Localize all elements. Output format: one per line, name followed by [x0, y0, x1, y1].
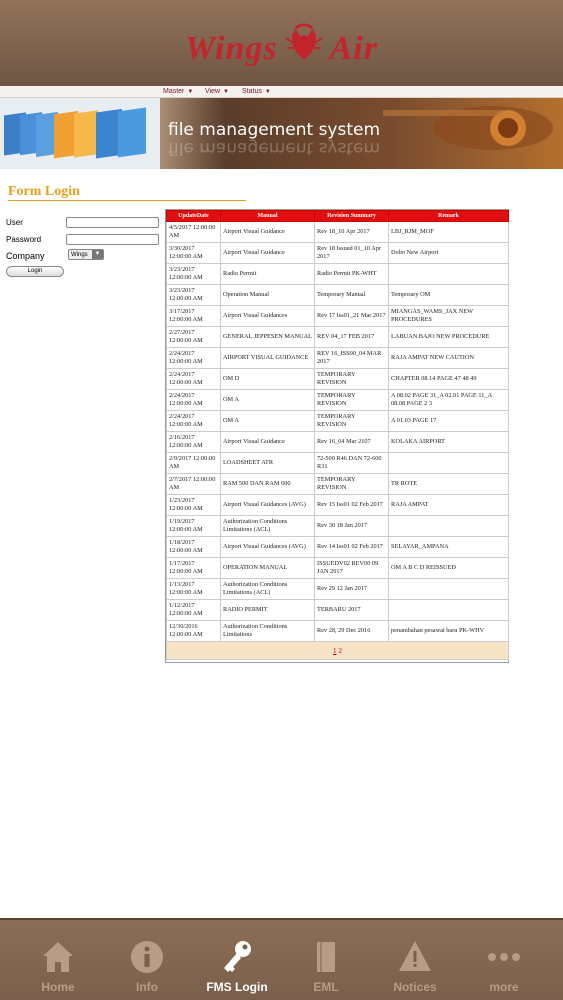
cell-manual[interactable]: RADIO PERMIT: [221, 600, 315, 621]
cell-update-date: 1/12/2017 12:00:00 AM: [167, 600, 221, 621]
menu-bar: [0, 86, 563, 98]
menu-master[interactable]: [163, 86, 193, 98]
column-header-update-date[interactable]: UpdateDate: [167, 211, 221, 222]
cell-revision-summary: REV 16_ISS00_04 MAR 2017: [315, 348, 389, 369]
cell-revision-summary: Rev 15 Iss01 02 Feb 2017: [315, 495, 389, 516]
cell-update-date: 3/17/2017 12:00:00 AM: [167, 306, 221, 327]
cell-revision-summary: TEMPORARY REVISION: [315, 411, 389, 432]
cell-update-date: 1/13/2017 12:00:00 AM: [167, 579, 221, 600]
cell-update-date: 1/23/2017 12:00:00 AM: [167, 495, 221, 516]
cell-remark: RAJA AMPAT NEW CAUTION: [389, 348, 509, 369]
cell-manual[interactable]: GENERAL JEPPESEN MANUAL: [221, 327, 315, 348]
cell-update-date: 2/9/2017 12:00:00 AM: [167, 453, 221, 474]
cell-manual[interactable]: LOADSHEET ATR: [221, 453, 315, 474]
cell-manual[interactable]: Airport Visual Guidance: [221, 222, 315, 243]
caret-down-icon: ▼: [264, 89, 271, 95]
cell-manual[interactable]: OPERATION MANUAL: [221, 558, 315, 579]
menu-view[interactable]: [205, 86, 229, 98]
menu-master-label: Master: [163, 88, 185, 95]
cell-remark: Dobo New Airport: [389, 243, 509, 264]
cell-update-date: 12/30/2016 12:00:00 AM: [167, 621, 221, 642]
cell-remark: A 08.02 PAGE 31_A 02.01 PAGE 11_A 08.08 PAGE 2 3: [389, 390, 509, 411]
wings-air-logo: [0, 30, 563, 68]
revision-table-container: [165, 209, 509, 663]
cell-manual[interactable]: Airport Visual Guidance: [221, 243, 315, 264]
cell-update-date: 3/30/2017 12:00:00 AM: [167, 243, 221, 264]
tab-home-label: Home: [41, 980, 75, 994]
user-label: User: [6, 218, 23, 227]
password-label: Password: [6, 235, 42, 244]
cell-update-date: 2/24/2017 12:00:00 AM: [167, 411, 221, 432]
cell-manual[interactable]: Airport Visual Guidance: [221, 432, 315, 453]
table-row[interactable]: [167, 579, 509, 600]
cell-update-date: 2/24/2017 12:00:00 AM: [167, 348, 221, 369]
cell-manual[interactable]: Authorization Conditions Limitations (ACL): [221, 579, 315, 600]
chevron-down-icon: ▼: [92, 250, 103, 259]
table-row[interactable]: [167, 453, 509, 474]
cell-remark: [389, 516, 509, 537]
table-row[interactable]: [167, 474, 509, 495]
cell-update-date: 2/24/2017 12:00:00 AM: [167, 390, 221, 411]
cell-remark: RAJA AMPAT: [389, 495, 509, 516]
menu-view-label: View: [205, 88, 221, 95]
page-link-1[interactable]: 1: [333, 646, 337, 655]
bird-logo-icon: [282, 20, 326, 64]
cell-manual[interactable]: Authorization Conditions Limitations: [221, 621, 315, 642]
company-select-value: Wings: [71, 252, 88, 258]
cell-update-date: 3/23/2017 12:00:00 AM: [167, 264, 221, 285]
cell-revision-summary: TEMPORARY REVISION: [315, 369, 389, 390]
table-row[interactable]: [167, 516, 509, 537]
caret-down-icon: ▼: [223, 89, 229, 95]
cell-revision-summary: Radio Permit PK-WHT: [315, 264, 389, 285]
cell-remark: penambahan pesawat baru PK-WHV: [389, 621, 509, 642]
tab-fms-login[interactable]: [193, 920, 281, 1000]
cell-update-date: 2/27/2017 12:00:00 AM: [167, 327, 221, 348]
cell-remark: MIANGAS_WAMS_JAX NEW PROCEDURES: [389, 306, 509, 327]
password-input[interactable]: [66, 234, 159, 245]
info-icon: [130, 938, 164, 976]
revision-table: [166, 210, 509, 660]
table-row[interactable]: [167, 432, 509, 453]
cell-manual[interactable]: RAM 500 DAN RAM 600: [221, 474, 315, 495]
cell-manual[interactable]: Operation Manual: [221, 285, 315, 306]
cell-remark: LBJ_RJM_MOF: [389, 222, 509, 243]
cell-manual[interactable]: OM A: [221, 390, 315, 411]
table-row[interactable]: [167, 285, 509, 306]
tab-more-label: more: [489, 980, 519, 994]
table-row[interactable]: [167, 495, 509, 516]
cell-revision-summary: TEMPORARY REVISION: [315, 390, 389, 411]
table-row[interactable]: [167, 222, 509, 243]
cell-remark: CHAPTER 08.14 PAGE 47 48 49: [389, 369, 509, 390]
table-header-row: [167, 211, 509, 222]
column-header-remark[interactable]: Remark: [389, 211, 509, 222]
table-row[interactable]: [167, 411, 509, 432]
tab-info-label: Info: [136, 980, 158, 994]
caret-down-icon: ▼: [187, 89, 194, 95]
cell-update-date: 2/7/2017 12:00:00 AM: [167, 474, 221, 495]
cell-revision-summary: Rev 17 Iss01_21 Mar 2017: [315, 306, 389, 327]
table-row[interactable]: [167, 537, 509, 558]
more-icon: [487, 938, 521, 976]
cell-update-date: 2/24/2017 12:00:00 AM: [167, 369, 221, 390]
company-select[interactable]: [68, 249, 104, 260]
menu-status[interactable]: [242, 86, 271, 98]
banner-title: file management system: [168, 120, 381, 140]
cell-revision-summary: TERBARU 2017: [315, 600, 389, 621]
table-row[interactable]: [167, 369, 509, 390]
form-login-title: Form Login: [8, 184, 246, 201]
tab-eml-label: EML: [313, 980, 339, 994]
cell-update-date: 2/16/2017 12:00:00 AM: [167, 432, 221, 453]
cell-update-date: 1/18/2017 12:00:00 AM: [167, 537, 221, 558]
table-row[interactable]: [167, 621, 509, 642]
cell-manual[interactable]: Airport Visual Guidances (AVG): [221, 495, 315, 516]
cell-manual[interactable]: Radio Permit: [221, 264, 315, 285]
cell-remark: LABUAN BAJO NEW PROCEDURE: [389, 327, 509, 348]
cell-revision-summary: REV 04_17 FEB 2017: [315, 327, 389, 348]
tab-home[interactable]: [14, 920, 102, 1000]
tab-more[interactable]: [460, 920, 548, 1000]
cell-remark: [389, 453, 509, 474]
table-row[interactable]: [167, 306, 509, 327]
cell-manual[interactable]: OM A: [221, 411, 315, 432]
cell-revision-summary: Rev 14 Iss01 02 Feb 2017: [315, 537, 389, 558]
table-row[interactable]: [167, 558, 509, 579]
cell-remark: [389, 600, 509, 621]
cell-manual[interactable]: AIRPORT VISUAL GUIDANCE: [221, 348, 315, 369]
cell-update-date: 1/19/2017 12:00:00 AM: [167, 516, 221, 537]
login-button[interactable]: Login: [6, 266, 64, 277]
table-row[interactable]: [167, 600, 509, 621]
table-row[interactable]: [167, 264, 509, 285]
table-row[interactable]: [167, 243, 509, 264]
tab-info[interactable]: [103, 920, 191, 1000]
company-label: Company: [6, 251, 45, 261]
cell-remark: A 01.03 PAGE 17: [389, 411, 509, 432]
banner-title-reflection: file management system: [168, 138, 381, 158]
table-body: [167, 222, 509, 642]
cell-revision-summary: Rev 18_10 Apr 2017: [315, 222, 389, 243]
cell-remark: Temporary OM: [389, 285, 509, 306]
cell-update-date: 1/17/2017 12:00:00 AM: [167, 558, 221, 579]
cell-remark: KOLAKA AIRPORT: [389, 432, 509, 453]
fms-banner: [0, 98, 563, 169]
column-header-manual[interactable]: Manual: [221, 211, 315, 222]
user-input[interactable]: [66, 217, 159, 228]
table-row[interactable]: [167, 390, 509, 411]
cell-revision-summary: ISSUEDV02 REV00 09 JAN 2017: [315, 558, 389, 579]
cell-remark: TR ROTE: [389, 474, 509, 495]
folders-image: [0, 98, 160, 169]
cell-manual[interactable]: Airport Visual Guidances (AVG): [221, 537, 315, 558]
home-icon: [41, 938, 75, 976]
key-icon: [220, 938, 254, 976]
column-header-revision-summary[interactable]: Revision Summary: [315, 211, 389, 222]
logo-text-right: Air: [329, 30, 378, 67]
book-icon: [309, 938, 343, 976]
menu-status-label: Status: [242, 88, 262, 95]
cell-remark: SELAYAR_AMPANA: [389, 537, 509, 558]
cell-revision-summary: 72-500 R46 DAN 72-600 R31: [315, 453, 389, 474]
cell-revision-summary: TEMPORARY REVISION: [315, 474, 389, 495]
cell-update-date: 3/23/2017 12:00:00 AM: [167, 285, 221, 306]
cell-remark: [389, 579, 509, 600]
tab-notices-label: Notices: [393, 980, 437, 994]
cell-manual[interactable]: Authorization Conditions Limitations (ACL): [221, 516, 315, 537]
tab-eml[interactable]: [282, 920, 370, 1000]
bottom-tab-bar: [0, 918, 563, 1000]
page-link-2[interactable]: 2: [338, 646, 342, 655]
cell-revision-summary: Rev 30 18 Jan 2017: [315, 516, 389, 537]
cell-revision-summary: Rev 29 12 Jan 2017: [315, 579, 389, 600]
pager-row: [167, 642, 509, 660]
cell-revision-summary: Rev 18 Issued 01_10 Apr 2017: [315, 243, 389, 264]
tab-fms-login-label: FMS Login: [206, 980, 268, 994]
warning-icon: [398, 938, 432, 976]
tab-notices[interactable]: [371, 920, 459, 1000]
table-row[interactable]: [167, 348, 509, 369]
cell-manual[interactable]: Airport Visual Guidances: [221, 306, 315, 327]
cell-update-date: 4/5/2017 12:00:00 AM: [167, 222, 221, 243]
cell-remark: OM A B C D REISSUED: [389, 558, 509, 579]
pager-cell: [167, 642, 509, 660]
app-header: [0, 0, 563, 86]
cell-manual[interactable]: OM D: [221, 369, 315, 390]
cell-revision-summary: Rev 28, 29 Dec 2016: [315, 621, 389, 642]
logo-text-left: Wings: [185, 30, 278, 67]
table-row[interactable]: [167, 327, 509, 348]
cell-revision-summary: Temporary Manual: [315, 285, 389, 306]
cell-remark: [389, 264, 509, 285]
cell-revision-summary: Rev 16_04 Mar 2107: [315, 432, 389, 453]
